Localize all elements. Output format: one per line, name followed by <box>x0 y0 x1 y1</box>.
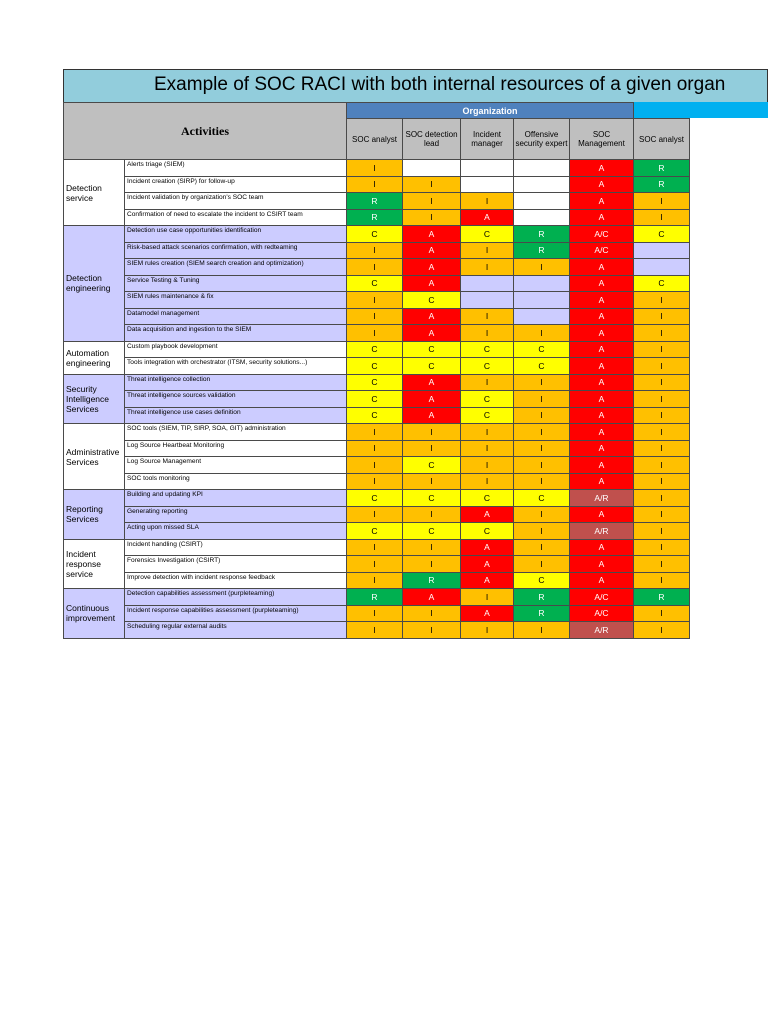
raci-cell: I <box>347 605 403 622</box>
table-row <box>64 622 690 639</box>
raci-cell: R <box>403 572 461 589</box>
raci-cell: A <box>570 457 634 474</box>
raci-cell: I <box>403 176 461 193</box>
raci-cell: A <box>461 605 514 622</box>
raci-cell: I <box>634 193 690 210</box>
raci-cell: A/C <box>570 226 634 243</box>
table-row <box>64 259 690 276</box>
raci-cell: A <box>570 556 634 573</box>
activity-cell: Detection use case opportunities identification <box>125 226 347 243</box>
raci-cell: C <box>347 374 403 391</box>
activity-cell: Confirmation of need to escalate the incident to CSIRT team <box>125 209 347 226</box>
table-row <box>64 341 690 358</box>
raci-cell: C <box>514 490 570 507</box>
raci-cell: C <box>347 523 403 540</box>
raci-cell: A <box>570 358 634 375</box>
raci-cell: C <box>403 341 461 358</box>
raci-cell: A <box>461 539 514 556</box>
raci-cell: I <box>514 424 570 441</box>
raci-cell: I <box>634 523 690 540</box>
raci-cell: I <box>514 523 570 540</box>
raci-cell: A <box>570 391 634 408</box>
raci-cell: A <box>403 325 461 342</box>
raci-cell: I <box>634 308 690 325</box>
organization-header: Organization <box>347 103 634 119</box>
raci-cell: I <box>461 325 514 342</box>
raci-cell: I <box>347 176 403 193</box>
raci-cell: I <box>403 209 461 226</box>
raci-cell: A <box>570 506 634 523</box>
raci-cell: I <box>347 242 403 259</box>
activity-cell: Data acquisition and ingestion to the SIEM <box>125 325 347 342</box>
raci-cell: I <box>634 391 690 408</box>
raci-cell: I <box>634 622 690 639</box>
raci-cell: A <box>403 374 461 391</box>
table-row <box>64 424 690 441</box>
raci-cell: C <box>461 391 514 408</box>
table-row <box>64 539 690 556</box>
raci-cell: A <box>570 325 634 342</box>
activity-cell: Generating reporting <box>125 506 347 523</box>
activity-cell: Incident response capabilities assessment (purpleteaming) <box>125 605 347 622</box>
raci-cell: I <box>347 259 403 276</box>
raci-cell: A/C <box>570 589 634 606</box>
raci-cell: R <box>347 589 403 606</box>
activity-cell: Custom playbook development <box>125 341 347 358</box>
activity-cell: Detection capabilities assessment (purpleteaming) <box>125 589 347 606</box>
activity-cell: Threat intelligence collection <box>125 374 347 391</box>
table-row <box>64 473 690 490</box>
activity-cell: SOC tools monitoring <box>125 473 347 490</box>
raci-cell: C <box>461 341 514 358</box>
raci-cell: A <box>461 556 514 573</box>
activity-cell: SOC tools (SIEM, TIP, SIRP, SOA, GIT) administration <box>125 424 347 441</box>
table-row <box>64 572 690 589</box>
raci-cell: I <box>403 605 461 622</box>
raci-cell: A <box>403 275 461 292</box>
table-row <box>64 176 690 193</box>
activity-cell: SIEM rules creation (SIEM search creation and optimization) <box>125 259 347 276</box>
activity-cell: Threat intelligence sources validation <box>125 391 347 408</box>
raci-cell: I <box>347 440 403 457</box>
raci-cell: C <box>347 490 403 507</box>
table-row <box>64 209 690 226</box>
raci-cell: R <box>347 209 403 226</box>
title-bar <box>63 69 768 103</box>
raci-cell: A <box>403 308 461 325</box>
raci-cell: A <box>403 226 461 243</box>
activities-header: Activities <box>64 103 347 160</box>
raci-cell <box>514 209 570 226</box>
raci-cell <box>403 160 461 177</box>
raci-cell: I <box>514 440 570 457</box>
raci-cell: A <box>570 572 634 589</box>
raci-cell: I <box>461 457 514 474</box>
raci-cell: I <box>634 424 690 441</box>
raci-cell: C <box>347 275 403 292</box>
raci-cell: I <box>514 457 570 474</box>
raci-cell: I <box>461 622 514 639</box>
table-row <box>64 440 690 457</box>
activity-cell: Service Testing & Tuning <box>125 275 347 292</box>
raci-cell: I <box>403 622 461 639</box>
raci-cell: A <box>570 374 634 391</box>
raci-cell: I <box>514 556 570 573</box>
raci-cell: R <box>514 242 570 259</box>
table-row <box>64 242 690 259</box>
raci-cell <box>461 275 514 292</box>
raci-cell: A <box>570 440 634 457</box>
raci-cell: R <box>347 193 403 210</box>
raci-cell: I <box>461 440 514 457</box>
raci-cell: I <box>347 160 403 177</box>
raci-cell: I <box>403 440 461 457</box>
raci-cell: I <box>634 292 690 309</box>
table-row <box>64 275 690 292</box>
raci-cell: I <box>634 325 690 342</box>
raci-cell: A <box>461 572 514 589</box>
table-row <box>64 490 690 507</box>
raci-cell: R <box>514 226 570 243</box>
raci-cell: A <box>570 292 634 309</box>
header-spacer <box>634 103 690 119</box>
raci-cell: I <box>403 506 461 523</box>
role-header: SOC analyst <box>347 119 403 160</box>
raci-cell: C <box>403 358 461 375</box>
raci-cell: C <box>514 341 570 358</box>
role-header: Incident manager <box>461 119 514 160</box>
raci-cell: A <box>570 176 634 193</box>
raci-cell: I <box>403 556 461 573</box>
raci-cell: I <box>403 539 461 556</box>
raci-cell: I <box>634 440 690 457</box>
raci-cell: I <box>634 341 690 358</box>
raci-cell <box>634 259 690 276</box>
raci-cell: I <box>514 259 570 276</box>
table-row <box>64 160 690 177</box>
raci-cell: A <box>403 259 461 276</box>
raci-cell: I <box>347 292 403 309</box>
raci-cell: I <box>461 424 514 441</box>
raci-cell: I <box>403 424 461 441</box>
raci-cell: I <box>634 506 690 523</box>
activity-cell: Incident validation by organization's SOC team <box>125 193 347 210</box>
raci-cell: I <box>514 391 570 408</box>
raci-cell: C <box>347 391 403 408</box>
table-row <box>64 226 690 243</box>
table-row <box>64 391 690 408</box>
raci-cell: A <box>461 209 514 226</box>
raci-cell: R <box>634 589 690 606</box>
role-header: SOC analyst <box>634 119 690 160</box>
table-row <box>64 407 690 424</box>
role-header: SOC detection lead <box>403 119 461 160</box>
raci-cell: R <box>514 605 570 622</box>
raci-cell: I <box>514 325 570 342</box>
activity-cell: Threat intelligence use cases definition <box>125 407 347 424</box>
activity-cell: SIEM rules maintenance & fix <box>125 292 347 309</box>
table-row <box>64 358 690 375</box>
raci-cell: R <box>634 160 690 177</box>
activity-cell: Log Source Heartbeat Monitoring <box>125 440 347 457</box>
raci-cell: I <box>634 572 690 589</box>
raci-cell: A <box>570 539 634 556</box>
raci-cell: A <box>461 506 514 523</box>
raci-cell: A <box>570 473 634 490</box>
raci-cell: I <box>514 506 570 523</box>
raci-cell <box>514 193 570 210</box>
raci-cell: C <box>514 358 570 375</box>
raci-cell: I <box>347 308 403 325</box>
activity-cell: Scheduling regular external audits <box>125 622 347 639</box>
raci-cell: I <box>514 622 570 639</box>
activity-cell: Alerts triage (SIEM) <box>125 160 347 177</box>
page-title: Example of SOC RACI with both internal resources of a given organ <box>154 74 726 95</box>
raci-cell: I <box>403 473 461 490</box>
raci-cell: I <box>347 473 403 490</box>
role-header: SOC Management <box>570 119 634 160</box>
raci-cell: A <box>570 160 634 177</box>
raci-cell: I <box>514 407 570 424</box>
category-cell: Reporting Services <box>64 490 125 540</box>
activity-cell: Building and updating KPI <box>125 490 347 507</box>
raci-cell <box>461 160 514 177</box>
raci-cell: I <box>634 605 690 622</box>
raci-cell: C <box>461 226 514 243</box>
table-row <box>64 457 690 474</box>
raci-cell: A <box>570 308 634 325</box>
category-cell: Administrative Services <box>64 424 125 490</box>
category-cell: Detection service <box>64 160 125 226</box>
raci-cell: I <box>514 374 570 391</box>
raci-cell: C <box>403 292 461 309</box>
raci-cell: C <box>403 490 461 507</box>
table-row <box>64 374 690 391</box>
raci-cell: I <box>634 358 690 375</box>
raci-cell: C <box>634 226 690 243</box>
raci-cell: C <box>347 341 403 358</box>
raci-cell: I <box>634 539 690 556</box>
raci-cell: I <box>461 374 514 391</box>
table-row <box>64 193 690 210</box>
activity-cell: Log Source Management <box>125 457 347 474</box>
raci-cell: A <box>403 407 461 424</box>
raci-cell: I <box>461 259 514 276</box>
raci-cell: I <box>347 556 403 573</box>
raci-cell: A <box>403 391 461 408</box>
raci-cell: C <box>347 358 403 375</box>
raci-cell: I <box>347 424 403 441</box>
category-cell: Automation engineering <box>64 341 125 374</box>
raci-cell: I <box>347 622 403 639</box>
raci-cell: I <box>634 556 690 573</box>
activity-cell: Incident handling (CSIRT) <box>125 539 347 556</box>
table-row <box>64 325 690 342</box>
activity-cell: Improve detection with incident response feedback <box>125 572 347 589</box>
raci-cell <box>514 292 570 309</box>
raci-cell: I <box>461 308 514 325</box>
activity-cell: Acting upon missed SLA <box>125 523 347 540</box>
activity-cell: Forensics Investigation (CSIRT) <box>125 556 347 573</box>
raci-cell: I <box>403 193 461 210</box>
raci-cell: I <box>347 325 403 342</box>
raci-cell <box>461 176 514 193</box>
raci-cell: A/C <box>570 605 634 622</box>
raci-cell <box>514 308 570 325</box>
raci-cell: A <box>570 424 634 441</box>
raci-cell: I <box>461 473 514 490</box>
raci-cell: A/R <box>570 523 634 540</box>
raci-cell: A <box>403 589 461 606</box>
raci-cell: I <box>347 506 403 523</box>
raci-cell: C <box>514 572 570 589</box>
activity-cell: Datamodel management <box>125 308 347 325</box>
raci-cell: C <box>461 490 514 507</box>
raci-cell: A <box>570 341 634 358</box>
role-header: Offensive security expert <box>514 119 570 160</box>
raci-cell: C <box>461 358 514 375</box>
raci-cell: C <box>634 275 690 292</box>
raci-cell: I <box>514 539 570 556</box>
raci-cell: I <box>514 473 570 490</box>
raci-cell: I <box>347 457 403 474</box>
raci-cell: R <box>514 589 570 606</box>
raci-cell <box>634 242 690 259</box>
raci-cell: A <box>570 209 634 226</box>
raci-cell: C <box>461 523 514 540</box>
table-row <box>64 523 690 540</box>
raci-cell: I <box>634 209 690 226</box>
raci-cell: A <box>570 259 634 276</box>
raci-cell: C <box>403 523 461 540</box>
raci-cell: I <box>461 589 514 606</box>
raci-cell: I <box>634 407 690 424</box>
category-cell: Incident response service <box>64 539 125 589</box>
raci-cell: I <box>634 490 690 507</box>
raci-cell: A <box>403 242 461 259</box>
raci-cell: C <box>347 407 403 424</box>
raci-cell: I <box>461 193 514 210</box>
table-row <box>64 506 690 523</box>
raci-cell: A <box>570 193 634 210</box>
category-cell: Continuous improvement <box>64 589 125 639</box>
activity-cell: Tools integration with orchestrator (ITSM, security solutions...) <box>125 358 347 375</box>
raci-cell: I <box>347 572 403 589</box>
raci-cell: R <box>634 176 690 193</box>
raci-cell: A/C <box>570 242 634 259</box>
raci-cell: A/R <box>570 622 634 639</box>
table-row <box>64 589 690 606</box>
raci-cell: I <box>461 242 514 259</box>
raci-cell: I <box>634 473 690 490</box>
raci-cell: C <box>461 407 514 424</box>
raci-cell: C <box>347 226 403 243</box>
activity-cell: Risk-based attack scenarios confirmation, with redteaming <box>125 242 347 259</box>
raci-cell: I <box>347 539 403 556</box>
raci-cell: A <box>570 407 634 424</box>
category-cell: Security Intelligence Services <box>64 374 125 424</box>
raci-cell: A <box>570 275 634 292</box>
raci-cell <box>514 275 570 292</box>
table-row <box>64 556 690 573</box>
raci-cell <box>514 160 570 177</box>
raci-cell: A/R <box>570 490 634 507</box>
category-cell: Detection engineering <box>64 226 125 342</box>
table-row <box>64 308 690 325</box>
table-row <box>64 605 690 622</box>
raci-cell <box>461 292 514 309</box>
raci-cell: I <box>634 374 690 391</box>
raci-cell <box>514 176 570 193</box>
raci-table <box>63 102 690 639</box>
table-row <box>64 292 690 309</box>
raci-cell: I <box>634 457 690 474</box>
activity-cell: Incident creation (SIRP) for follow-up <box>125 176 347 193</box>
raci-cell: C <box>403 457 461 474</box>
